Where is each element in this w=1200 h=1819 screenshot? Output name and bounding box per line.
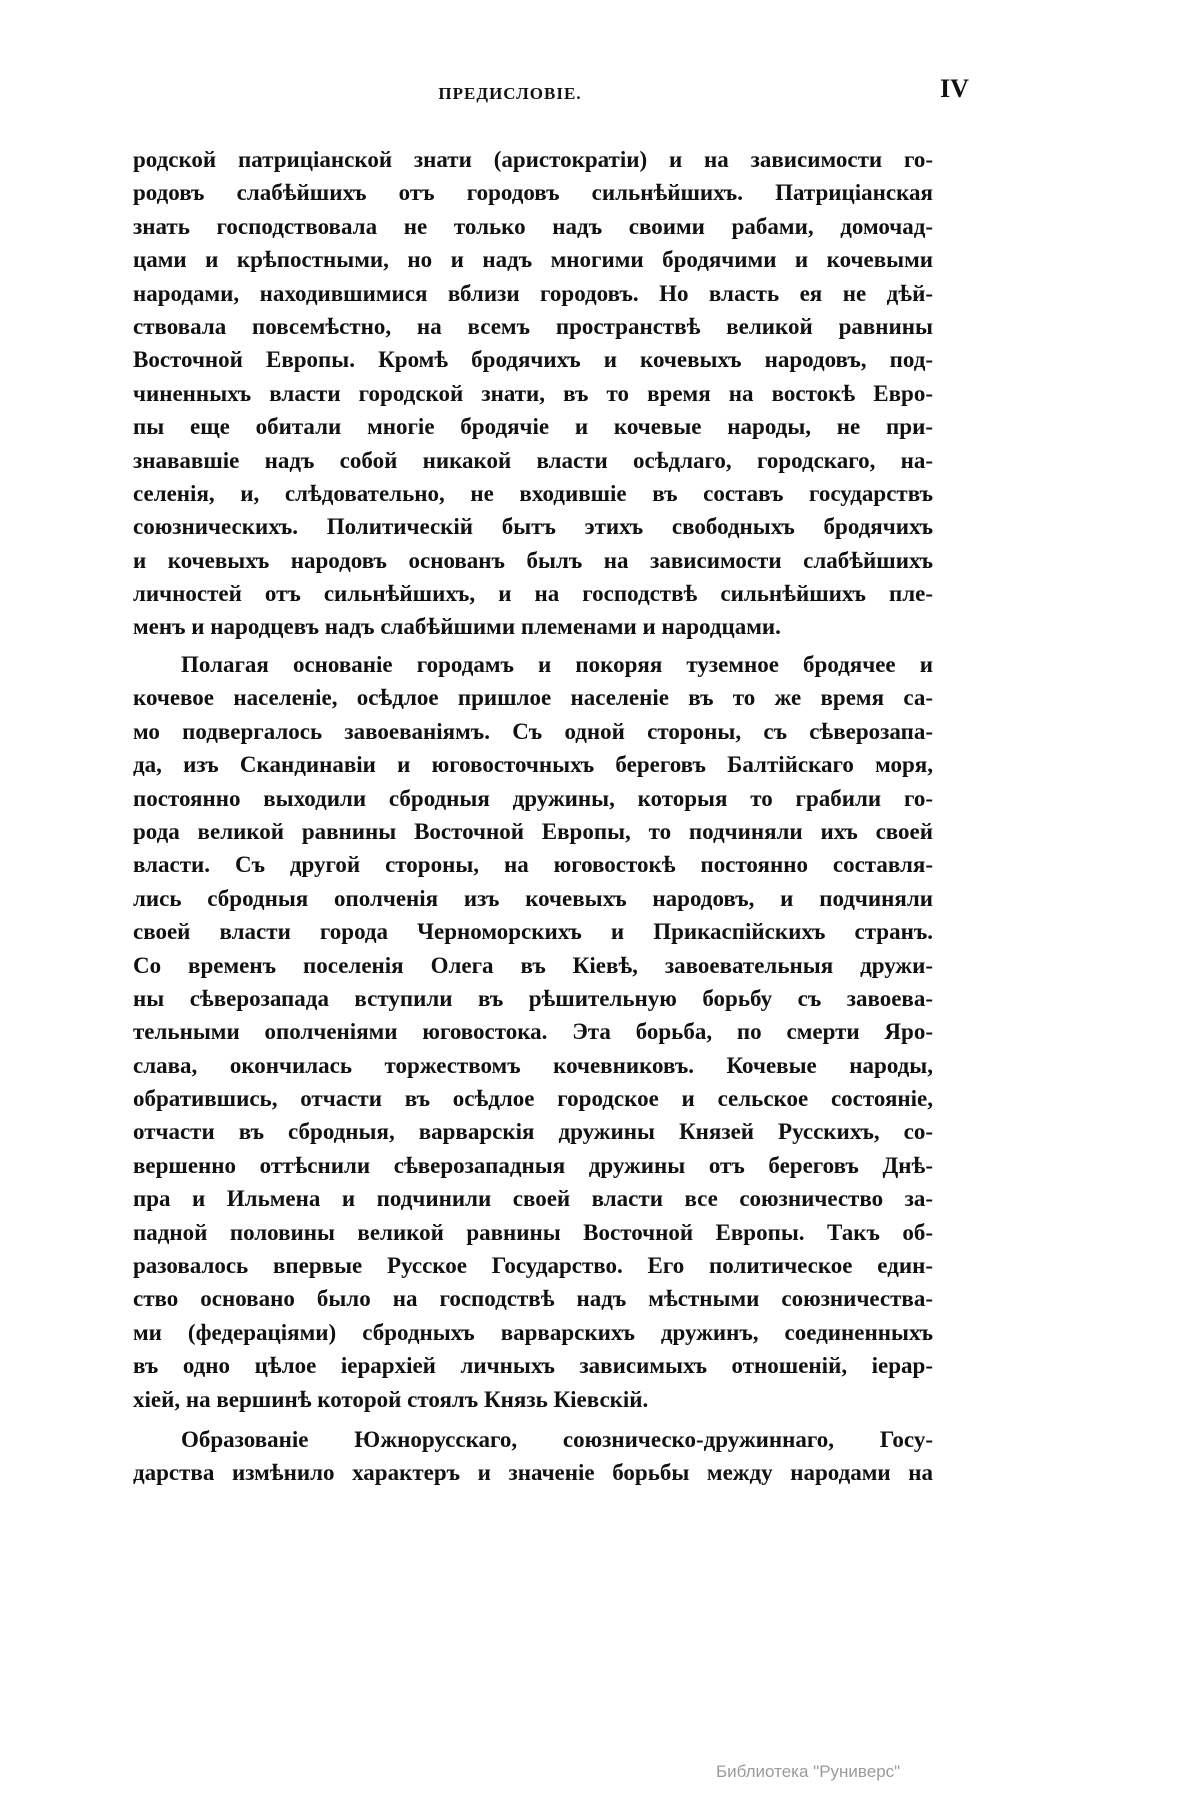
text-line: власти. Съ другой стороны, на юговостокѣ постоянно составля- bbox=[133, 852, 933, 878]
paragraph-1 bbox=[133, 143, 933, 644]
text-line: Восточной Европы. Кромѣ бродячихъ и кочевыхъ народовъ, под- bbox=[133, 347, 933, 373]
page-number: IV bbox=[940, 74, 969, 103]
text-line: ны сѣверозапада вступили въ рѣшительную борьбу съ завоева- bbox=[133, 985, 933, 1011]
text-line: лись сбродныя ополченія изъ кочевыхъ народовъ, и подчиняли bbox=[133, 885, 933, 911]
text-line: своей власти города Черноморскихъ и Прикаспійскихъ странъ. bbox=[133, 919, 933, 945]
text-line: родской патриціанской знати (аристократіи) и на зависимости го- bbox=[133, 147, 933, 172]
text-line: хіей, на вершинѣ которой стоялъ Князь Кіевскій. bbox=[133, 1386, 649, 1412]
text-line: селенія, и, слѣдовательно, не входившіе въ составъ государствъ bbox=[133, 480, 933, 506]
text-line: да, изъ Скандинавіи и юговосточныхъ береговъ Балтійскаго моря, bbox=[133, 752, 933, 778]
text-line: народами, находившимися вблизи городовъ. Но власть ея не дѣй- bbox=[133, 280, 933, 306]
text-line: знать господствовала не только надъ своими рабами, домочад- bbox=[133, 213, 933, 239]
text-line: падной половины великой равнины Восточной Европы. Такъ об- bbox=[133, 1219, 933, 1245]
paragraph-3 bbox=[133, 1423, 933, 1490]
text-line: чиненныхъ власти городской знати, въ то время на востокѣ Евро- bbox=[133, 380, 933, 406]
text-line: рода великой равнины Восточной Европы, то подчиняли ихъ своей bbox=[133, 818, 933, 844]
text-line: въ одно цѣлое іерархіей личныхъ зависимыхъ отношеній, іерар- bbox=[133, 1353, 933, 1379]
running-header: ПРЕДИСЛОВІЕ. bbox=[438, 84, 582, 103]
text-line: дарства измѣнило характеръ и значеніе борьбы между народами на bbox=[133, 1460, 933, 1486]
text-line: кочевое населеніе, осѣдлое пришлое населеніе въ то же время са- bbox=[133, 685, 933, 711]
text-line: цами и крѣпостными, но и надъ многими бродячими и кочевыми bbox=[133, 247, 933, 273]
text-line: ство основано было на господствѣ надъ мѣстными союзничества- bbox=[133, 1286, 933, 1312]
text-line: тельными ополченіями юговостока. Эта борьба, по смерти Яро- bbox=[133, 1019, 933, 1045]
text-line: мо подвергалось завоеваніямъ. Съ одной стороны, съ сѣверозапа- bbox=[133, 718, 933, 744]
text-line: менъ и народцевъ надъ слабѣйшими племенами и народцами. bbox=[133, 614, 781, 640]
text-line: постоянно выходили сбродныя дружины, которыя то грабили го- bbox=[133, 785, 933, 811]
text-line: ствовала повсемѣстно, на всемъ пространствѣ великой равнины bbox=[133, 313, 933, 339]
text-line: пра и Ильмена и подчинили своей власти все союзничество за- bbox=[133, 1186, 933, 1212]
text-line: пы еще обитали многіе бродячіе и кочевые народы, не при- bbox=[133, 414, 933, 440]
text-line: личностей отъ сильнѣйшихъ, и на господствѣ сильнѣйшихъ пле- bbox=[133, 581, 933, 607]
text-line: Полагая основаніе городамъ и покоряя туземное бродячее и bbox=[181, 652, 933, 677]
text-line: Со временъ поселенія Олега въ Кіевѣ, завоевательныя дружи- bbox=[133, 952, 933, 978]
text-line: слава, окончилась торжествомъ кочевниковъ. Кочевые народы, bbox=[133, 1052, 933, 1078]
text-line: союзническихъ. Политическій бытъ этихъ свободныхъ бродячихъ bbox=[133, 514, 933, 540]
text-line: родовъ слабѣйшихъ отъ городовъ сильнѣйшихъ. Патриціанская bbox=[133, 180, 933, 206]
text-line: отчасти въ сбродныя, варварскія дружины Князей Русскихъ, со- bbox=[133, 1119, 933, 1145]
text-line: обратившись, отчасти въ осѣдлое городское и сельское состояніе, bbox=[133, 1086, 933, 1112]
text-line: знававшіе надъ собой никакой власти осѣдлаго, городскаго, на- bbox=[133, 447, 933, 473]
text-line: разовалось впервые Русское Государство. Его политическое един- bbox=[133, 1253, 933, 1279]
paragraph-2 bbox=[133, 648, 933, 1416]
text-line: ми (федераціями) сбродныхъ варварскихъ дружинъ, соединенныхъ bbox=[133, 1319, 933, 1345]
text-line: и кочевыхъ народовъ основанъ былъ на зависимости слабѣйшихъ bbox=[133, 547, 933, 573]
library-watermark: Библиотека "Руниверс" bbox=[716, 1762, 901, 1781]
text-line: Образованіе Южнорусскаго, союзническо-дружиннаго, Госу- bbox=[181, 1427, 933, 1452]
text-line: вершенно оттѣснили сѣверозападныя дружины отъ береговъ Днѣ- bbox=[133, 1152, 933, 1178]
